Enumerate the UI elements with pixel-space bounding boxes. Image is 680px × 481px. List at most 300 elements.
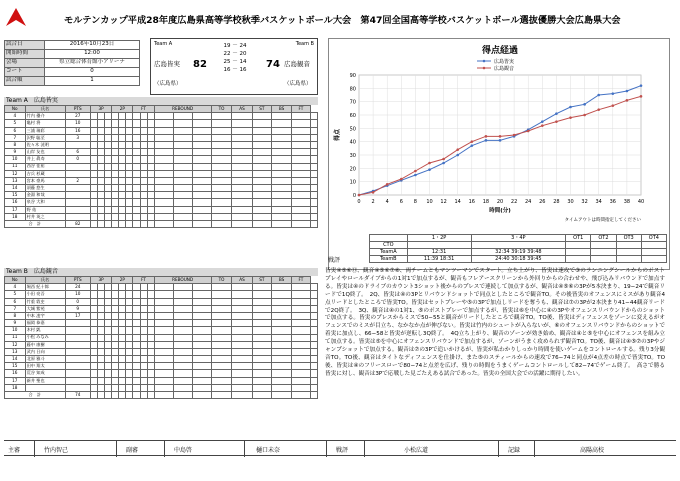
player-name: 大城 紫苑 xyxy=(25,305,65,312)
stat-cell xyxy=(126,356,133,363)
stat-cell xyxy=(126,305,133,312)
stat-cell xyxy=(140,213,147,220)
stat-cell xyxy=(272,156,292,163)
stat-cell xyxy=(310,320,317,327)
stat-cell xyxy=(90,185,97,192)
stat-cell xyxy=(292,170,311,177)
stat-cell xyxy=(252,141,271,148)
stat-cell xyxy=(126,120,133,127)
stat-cell xyxy=(98,341,105,348)
stat-cell xyxy=(147,163,154,170)
player-number: 10 xyxy=(5,327,26,334)
stat-cell xyxy=(192,284,211,291)
stat-cell xyxy=(133,163,140,170)
y-tick-label: 90 xyxy=(349,73,356,79)
stat-cell xyxy=(232,213,252,220)
commentary-text: 皆実④⑤⑥⑪、観音④⑤⑥⑦⑧、両チームともマンツーマンでスタート。立ち上がり、皆実は速攻で③のランニングシールからのポストプレイやロールダイブからの1対1で加点するが、観音もフレアースクリーンから外回りからの合わせや、飛び込みリバウンドで加点する。皆実は④のドライブのカウント3ショット後からのプレスで連続して加点するが、観音は④⑤⑥の3Pが5本決まり、19−24で観音リードで1Q終了。 2Q、皆実は④の3Pとリバウンドショットで同点としたところで観音TO。その後皆実のオフェンスにミスがあり観音4点リードとしたところで皆実TO。皆実はセットプレーや⑤の3Pで加点しリードを奪うも、観音は⑦の3Pが2本決まり41−44観音リードで2Q終了。 3Q、観音は④の1対1、⑤のポストプレーで加点するが、皆実は⑥を中心に④の3Pやオフェンスリバウンドからのショットで加点する。皆実のプレスからミスで50−55と観音がリードしたところで観音TO。TO後、皆実はディフェンスをゾーンに変えるがオフェンスでのミスが目立ち、なかなか点が伸びない。皆実は竹内のシュートが入らないが、⑥のオフェンスリバウンドからのショットで着実に加点し、66−58と皆実が逆転し3Q終了。 4Q立ち上がり、観音のゾーンが効き始め、観音は④と⑤を中心にオフェンスを組み立て加点する。皆実は⑤を中心にオフェンスリバウンドで加点するが、ゾーンがうまく攻められず観音TO。TO後、観音は④⑤⑦の3Pやジャンプショットで加点する。観音は⑦の3Pで追いかけるが、皆実が私わかりしっかり時間を使いゲームをコントロールする。残り3分観音TO。TO後、観音はタイトなディフェンスを仕掛け、また⑤のスティールからの速攻で76−74と同点が4点差の時点で皆実TO。TO後、皆実は④のフリースローで80−74と点差を広げ、残りの時間をうまくゲームコントロールして82−74でゲーム終了。 高さで勝る皆実に対し、観音は3Pで応戦した見ごたえある試合であった。皆実の全国大会での活躍に期待したい。 xyxy=(325,268,665,377)
roster-header-cell: ST xyxy=(252,106,271,113)
table-row xyxy=(5,206,318,213)
stat-cell xyxy=(126,127,133,134)
stat-cell xyxy=(232,185,252,192)
stat-cell xyxy=(310,327,317,334)
stat-cell xyxy=(292,120,311,127)
stat-cell xyxy=(133,149,140,156)
player-points xyxy=(65,327,90,334)
stat-cell xyxy=(119,192,126,199)
stat-cell xyxy=(90,356,97,363)
stat-cell xyxy=(90,192,97,199)
roster-header-cell: No xyxy=(5,106,26,113)
stat-cell xyxy=(173,392,192,399)
stat-cell xyxy=(232,348,252,355)
x-tick-label: 10 xyxy=(426,199,433,205)
stat-cell xyxy=(232,206,252,213)
stat-cell xyxy=(154,384,173,391)
stat-cell xyxy=(173,149,192,156)
stat-cell xyxy=(98,320,105,327)
x-tick-label: 18 xyxy=(482,199,490,205)
stat-cell xyxy=(140,177,147,184)
stat-cell xyxy=(211,305,232,312)
stat-cell xyxy=(90,177,97,184)
timeout-header: OT4 xyxy=(641,235,666,242)
stat-cell xyxy=(133,348,140,355)
stat-cell xyxy=(211,384,232,391)
y-tick-label: 80 xyxy=(349,86,356,93)
stat-cell xyxy=(133,177,140,184)
stat-cell xyxy=(154,327,173,334)
player-name: 須藤 悠生 xyxy=(25,185,65,192)
stat-cell xyxy=(147,320,154,327)
data-point xyxy=(428,162,431,165)
stat-cell xyxy=(272,199,292,206)
stat-cell xyxy=(310,177,317,184)
stat-cell xyxy=(192,163,211,170)
stat-cell xyxy=(232,134,252,141)
table-row xyxy=(5,156,318,163)
stat-cell xyxy=(112,341,119,348)
stat-cell xyxy=(105,320,112,327)
info-label: コート xyxy=(5,68,45,77)
total-label: 合 計 xyxy=(5,221,66,228)
player-name: 北原 雅斗 xyxy=(25,356,65,363)
stat-cell xyxy=(147,348,154,355)
stat-cell xyxy=(133,305,140,312)
stat-cell xyxy=(112,327,119,334)
table-row xyxy=(5,141,318,148)
stat-cell xyxy=(98,177,105,184)
table-row xyxy=(5,134,318,141)
stat-cell xyxy=(147,199,154,206)
player-points xyxy=(65,213,90,220)
team-b-pref: （広島県） xyxy=(284,81,312,87)
stat-cell xyxy=(147,370,154,377)
stat-cell xyxy=(98,370,105,377)
player-number: 6 xyxy=(5,298,26,305)
stat-cell xyxy=(126,291,133,298)
stat-cell xyxy=(126,141,133,148)
stat-cell xyxy=(147,127,154,134)
footer-label-commentary: 戦評 xyxy=(336,447,349,454)
stat-cell xyxy=(154,206,173,213)
player-points xyxy=(65,163,90,170)
stat-cell xyxy=(192,377,211,384)
stat-cell xyxy=(154,127,173,134)
stat-cell xyxy=(310,348,317,355)
stat-cell xyxy=(105,192,112,199)
stat-cell xyxy=(133,384,140,391)
stat-cell xyxy=(90,348,97,355)
stat-cell xyxy=(252,149,271,156)
stat-cell xyxy=(112,320,119,327)
stat-cell xyxy=(140,334,147,341)
data-point xyxy=(597,108,600,111)
stat-cell xyxy=(105,127,112,134)
stat-cell xyxy=(310,305,317,312)
stat-cell xyxy=(112,163,119,170)
stat-cell xyxy=(310,134,317,141)
roster-header-cell: AS xyxy=(232,277,252,284)
stat-cell xyxy=(252,185,271,192)
player-number: 7 xyxy=(5,134,26,141)
stat-cell xyxy=(192,141,211,148)
stat-cell xyxy=(192,149,211,156)
player-name: 山岸 友也 xyxy=(25,149,65,156)
stat-cell xyxy=(112,356,119,363)
stat-cell xyxy=(105,170,112,177)
stat-cell xyxy=(192,305,211,312)
y-tick-label: 40 xyxy=(349,139,356,146)
timeout-cell xyxy=(591,256,616,263)
data-point xyxy=(541,120,544,123)
stat-cell xyxy=(154,284,173,291)
stat-cell xyxy=(252,363,271,370)
info-label: 試合日 xyxy=(5,41,45,50)
timeout-header: OT1 xyxy=(566,235,591,242)
stat-cell xyxy=(133,206,140,213)
player-points: 17 xyxy=(65,312,90,319)
stat-cell xyxy=(154,156,173,163)
player-number: 8 xyxy=(5,312,26,319)
tournament-logo-icon xyxy=(4,4,28,28)
info-value: 0 xyxy=(45,68,140,77)
stat-cell xyxy=(147,206,154,213)
roster-header-cell: BS xyxy=(272,277,292,284)
stat-cell xyxy=(292,213,311,220)
stat-cell xyxy=(272,113,292,120)
stat-cell xyxy=(147,363,154,370)
timeout-cell xyxy=(616,242,641,249)
stat-cell xyxy=(147,305,154,312)
stat-cell xyxy=(105,120,112,127)
player-points xyxy=(65,199,90,206)
stat-cell xyxy=(154,320,173,327)
player-points xyxy=(65,348,90,355)
stat-cell xyxy=(211,170,232,177)
stat-cell xyxy=(119,185,126,192)
timeout-row-label: TeamB xyxy=(370,256,408,263)
stat-cell xyxy=(232,377,252,384)
stat-cell xyxy=(252,370,271,377)
stat-cell xyxy=(232,199,252,206)
timeout-cell: 12:31 xyxy=(407,249,471,256)
stat-cell xyxy=(126,156,133,163)
stat-cell xyxy=(154,291,173,298)
stat-cell xyxy=(310,384,317,391)
quarter-score: 16 － 16 xyxy=(223,67,247,73)
stat-cell xyxy=(112,185,119,192)
stat-cell xyxy=(192,177,211,184)
stat-cell xyxy=(133,327,140,334)
stat-cell xyxy=(232,363,252,370)
timeout-row-label: TeamA xyxy=(370,249,408,256)
stat-cell xyxy=(252,377,271,384)
stat-cell xyxy=(140,384,147,391)
stat-cell xyxy=(154,348,173,355)
x-tick-label: 30 xyxy=(567,199,574,205)
data-point xyxy=(471,144,474,147)
stat-cell xyxy=(112,192,119,199)
stat-cell xyxy=(140,141,147,148)
table-row xyxy=(5,163,318,170)
player-name: 竹内 優介 xyxy=(25,113,65,120)
stat-cell xyxy=(310,334,317,341)
stat-cell xyxy=(310,149,317,156)
y-tick-label: 60 xyxy=(349,113,356,119)
data-point xyxy=(527,130,530,133)
table-row xyxy=(5,127,318,134)
stat-cell xyxy=(310,170,317,177)
stat-cell xyxy=(126,392,133,399)
stat-cell xyxy=(192,298,211,305)
stat-cell xyxy=(90,127,97,134)
roster-header-cell: FT xyxy=(133,106,154,113)
x-tick-label: 32 xyxy=(581,199,588,205)
stat-cell xyxy=(90,113,97,120)
stat-cell xyxy=(119,392,126,399)
y-tick-label: 10 xyxy=(349,179,356,186)
player-name: 沢野 聡至 xyxy=(25,134,65,141)
stat-cell xyxy=(154,113,173,120)
team-b-label: Team B xyxy=(295,41,314,47)
stat-cell xyxy=(252,221,271,228)
player-name: 西谷 佳祐 xyxy=(25,163,65,170)
roster-header-cell: REBOUND xyxy=(154,106,211,113)
stat-cell xyxy=(147,298,154,305)
stat-cell xyxy=(192,170,211,177)
total-points: 82 xyxy=(65,221,90,228)
legend-marker xyxy=(483,67,486,70)
stat-cell xyxy=(252,392,271,399)
stat-cell xyxy=(272,341,292,348)
table-row xyxy=(5,356,318,363)
stat-cell xyxy=(126,370,133,377)
stat-cell xyxy=(140,127,147,134)
stat-cell xyxy=(90,170,97,177)
player-number: 10 xyxy=(5,156,26,163)
stat-cell xyxy=(154,363,173,370)
data-point xyxy=(456,154,459,157)
stat-cell xyxy=(252,305,271,312)
stat-cell xyxy=(272,363,292,370)
stat-cell xyxy=(133,221,140,228)
stat-cell xyxy=(154,192,173,199)
x-tick-label: 16 xyxy=(468,199,475,205)
stat-cell xyxy=(98,334,105,341)
stat-cell xyxy=(147,134,154,141)
stat-cell xyxy=(98,163,105,170)
stat-cell xyxy=(105,384,112,391)
roster-header-cell: 2P xyxy=(112,277,133,284)
data-point xyxy=(358,194,361,197)
stat-cell xyxy=(105,141,112,148)
stat-cell xyxy=(292,356,311,363)
stat-cell xyxy=(112,348,119,355)
stat-cell xyxy=(98,348,105,355)
stat-cell xyxy=(292,348,311,355)
player-name: 村井 英之 xyxy=(25,213,65,220)
stat-cell xyxy=(310,141,317,148)
stat-cell xyxy=(147,192,154,199)
stat-cell xyxy=(105,348,112,355)
stat-cell xyxy=(173,163,192,170)
player-points: 24 xyxy=(65,284,90,291)
stat-cell xyxy=(211,363,232,370)
legend-marker xyxy=(483,60,486,63)
stat-cell xyxy=(272,192,292,199)
stat-cell xyxy=(105,291,112,298)
stat-cell xyxy=(98,113,105,120)
stat-cell xyxy=(90,370,97,377)
stat-cell xyxy=(154,298,173,305)
stat-cell xyxy=(272,206,292,213)
stat-cell xyxy=(105,356,112,363)
player-number: 13 xyxy=(5,348,26,355)
player-number: 18 xyxy=(5,384,26,391)
roster-header-cell: 氏名 xyxy=(25,277,65,284)
timeout-header: OT3 xyxy=(616,235,641,242)
stat-cell xyxy=(310,163,317,170)
timeout-cell xyxy=(616,249,641,256)
player-name xyxy=(25,384,65,391)
table-row xyxy=(5,149,318,156)
stat-cell xyxy=(192,312,211,319)
legend-entry: 広島皆実 xyxy=(494,59,515,65)
stat-cell xyxy=(272,370,292,377)
timeout-table xyxy=(369,234,667,263)
stat-cell xyxy=(133,127,140,134)
stat-cell xyxy=(98,298,105,305)
stat-cell xyxy=(90,327,97,334)
commentary-label: 戦評 xyxy=(328,257,341,264)
stat-cell xyxy=(112,120,119,127)
stat-cell xyxy=(126,206,133,213)
table-row xyxy=(5,363,318,370)
stat-cell xyxy=(147,120,154,127)
stat-cell xyxy=(292,199,311,206)
data-point xyxy=(485,139,488,142)
stat-cell xyxy=(140,363,147,370)
footer-label-umpire: 副審 xyxy=(126,447,139,454)
stat-cell xyxy=(98,291,105,298)
stat-cell xyxy=(232,149,252,156)
stat-cell xyxy=(112,221,119,228)
stat-cell xyxy=(140,120,147,127)
stat-cell xyxy=(292,370,311,377)
x-tick-label: 4 xyxy=(385,199,389,205)
stat-cell xyxy=(272,348,292,355)
stat-cell xyxy=(140,170,147,177)
data-point xyxy=(471,140,474,143)
stat-cell xyxy=(211,156,232,163)
stat-cell xyxy=(292,141,311,148)
player-points: 16 xyxy=(65,127,90,134)
stat-cell xyxy=(173,127,192,134)
stat-cell xyxy=(192,370,211,377)
player-points xyxy=(65,363,90,370)
player-number: 16 xyxy=(5,370,26,377)
stat-cell xyxy=(105,334,112,341)
stat-cell xyxy=(252,156,271,163)
stat-cell xyxy=(272,334,292,341)
stat-cell xyxy=(140,149,147,156)
stat-cell xyxy=(112,384,119,391)
stat-cell xyxy=(119,348,126,355)
data-point xyxy=(428,168,431,171)
stat-cell xyxy=(310,392,317,399)
stat-cell xyxy=(133,356,140,363)
table-row xyxy=(5,185,318,192)
player-name: 宮本 豪馬 xyxy=(25,177,65,184)
stat-cell xyxy=(98,192,105,199)
player-points xyxy=(65,141,90,148)
stat-cell xyxy=(292,298,311,305)
stat-cell xyxy=(112,377,119,384)
stat-cell xyxy=(192,384,211,391)
stat-cell xyxy=(173,363,192,370)
stat-cell xyxy=(105,377,112,384)
stat-cell xyxy=(154,221,173,228)
stat-cell xyxy=(90,156,97,163)
stat-cell xyxy=(154,120,173,127)
footer-record-name: 高陽高校 xyxy=(580,447,605,454)
player-points: 27 xyxy=(65,113,90,120)
stat-cell xyxy=(272,356,292,363)
stat-cell xyxy=(252,356,271,363)
roster-header-cell: 3P xyxy=(90,106,111,113)
stat-cell xyxy=(173,113,192,120)
stat-cell xyxy=(232,177,252,184)
stat-cell xyxy=(147,334,154,341)
chart-note: タイムアウトは時間指定してください xyxy=(564,218,641,223)
player-points xyxy=(65,320,90,327)
stat-cell xyxy=(292,327,311,334)
stat-cell xyxy=(292,127,311,134)
stat-cell xyxy=(211,341,232,348)
stat-cell xyxy=(126,185,133,192)
stat-cell xyxy=(252,312,271,319)
stat-cell xyxy=(147,177,154,184)
stat-cell xyxy=(112,334,119,341)
table-row xyxy=(5,120,318,127)
stat-cell xyxy=(119,377,126,384)
player-points xyxy=(65,341,90,348)
score-progress-chart-svg xyxy=(329,39,671,249)
stat-cell xyxy=(310,206,317,213)
stat-cell xyxy=(98,141,105,148)
stat-cell xyxy=(98,206,105,213)
stat-cell xyxy=(126,298,133,305)
